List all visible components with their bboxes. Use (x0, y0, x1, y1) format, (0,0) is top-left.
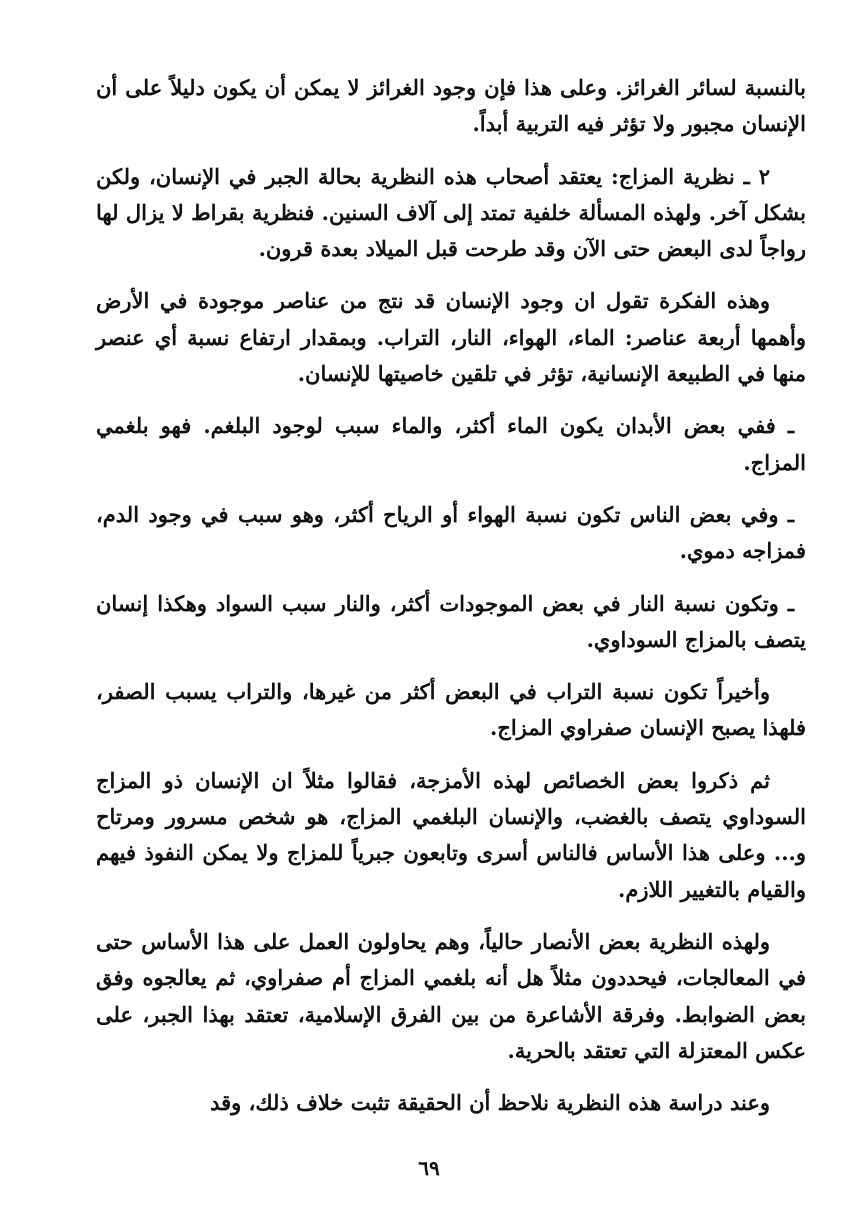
paragraph-temperament-body: يعتقد أصحاب هذه النظرية بحالة الجبر في الإنسان، ولكن بشكل آخر. ولهذه المسألة خلفية تمتد إلى آلاف السنين. فنظرية بقراط لا يزال لها رواجاً لدى البعض حتى الآن وقد طرحت قبل الميلاد بعدة قرون. (96, 163, 806, 262)
page-body (96, 70, 806, 1137)
paragraph-instincts-conclusion: بالنسبة لسائر الغرائز. وعلى هذا فإن وجود الغرائز لا يمكن أن يكون دليلاً على أن الإنسان مجبور ولا تؤثر فيه التربية أبداً. (96, 75, 806, 137)
paragraph-four-elements: وهذه الفكرة تقول ان وجود الإنسان قد نتج من عناصر موجودة في الأرض وأهمها أربعة عناصر: الماء، الهواء، النار، التراب. وبمقدار ارتفاع نسبة أي عنصر منها في الطبيعة الإنسانية، تؤثر في تلقين خاصيتها للإنسان. (96, 288, 806, 387)
paragraph-air-sanguine: ـ وفي بعض الناس تكون نسبة الهواء أو الرياح أكثر، وهو سبب في وجود الدم، فمزاجه دموي. (96, 501, 806, 564)
paragraph-fire-melancholic: ـ وتكون نسبة النار في بعض الموجودات أكثر، والنار سبب السواد وهكذا إنسان يتصف بالمزاج السوداوي. (96, 590, 806, 652)
paragraph-earth-choleric: وأخيراً تكون نسبة التراب في البعض أكثر من غيرها، والتراب يسبب الصفر، فلهذا يصبح الإنسان صفراوي المزاج. (96, 679, 806, 741)
paragraph-supporters: ولهذه النظرية بعض الأنصار حالياً، وهم يحاولون العمل على هذا الأساس حتى في المعالجات، فيحددون مثلاً هل أنه بلغمي المزاج أم صفراوي، ثم يعالجوه وفق بعض الضوابط. وفرقة الأشاعرة من بين الفرق الإسلامية، تعتقد بهذا الجبر، على عكس المعتزلة التي تعتقد بالحرية. (96, 928, 806, 1063)
paragraph-temperament-traits: ثم ذكروا بعض الخصائص لهذه الأمزجة، فقالوا مثلاً ان الإنسان ذو المزاج السوداوي يتصف بالغضب، والإنسان البلغمي المزاج، هو شخص مسرور ومرتاح و... وعلى هذا الأساس فالناس أسرى وتابعون جبرياً للمزاج ولا يمكن النفوذ فيهم والقيام بالتغيير اللازم. (96, 767, 806, 902)
page-number: ٦٩ (418, 1156, 440, 1180)
paragraph-study-conclusion: وعند دراسة هذه النظرية نلاحظ أن الحقيقة تثبت خلاف ذلك، وقد (210, 1090, 770, 1116)
paragraph-water-phlegmatic: ـ ففي بعض الأبدان يكون الماء أكثر، والماء سبب لوجود البلغم. فهو بلغمي المزاج. (96, 413, 806, 475)
paragraph-temperament-theory (96, 159, 806, 268)
section-heading-temperament: ٢ ـ نظرية المزاج: (610, 163, 771, 189)
